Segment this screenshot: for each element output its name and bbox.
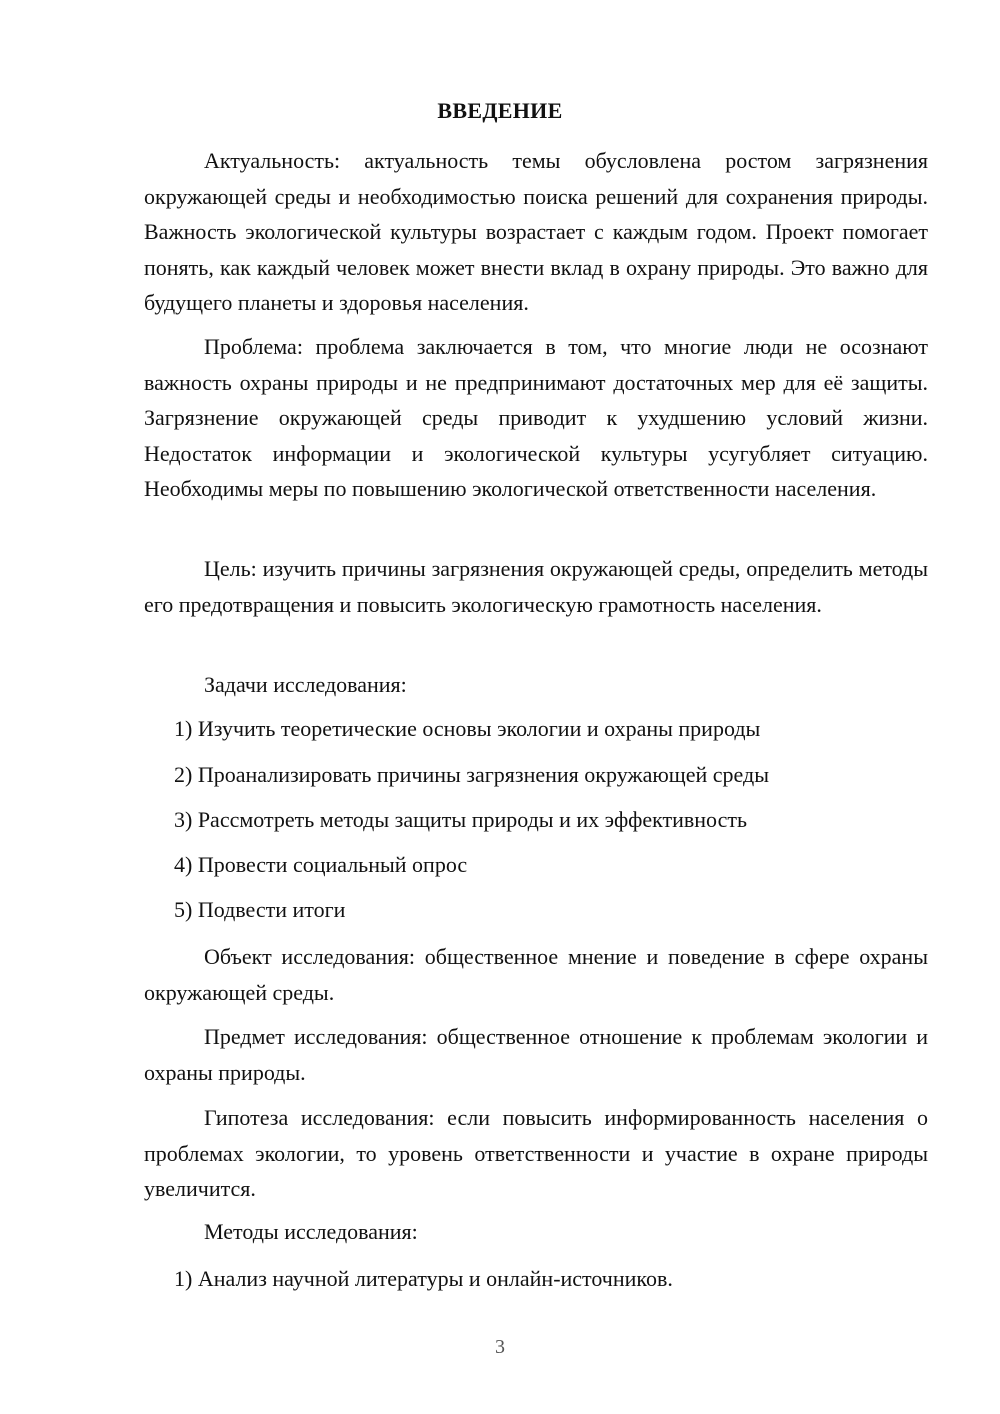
section-title: ВВЕДЕНИЕ [437, 98, 563, 123]
task-item: 2) Проанализировать причины загрязнения окружающей среды [174, 762, 769, 787]
paragraph-goal: Цель: изучить причины загрязнения окружающей среды, определить методы его предотвращения и повысить экологическую грамотность населения. [144, 556, 928, 617]
task-item: 4) Провести социальный опрос [174, 852, 468, 877]
paragraph-hypothesis: Гипотеза исследования: если повысить информированность населения о проблемах экологии, то уровень ответственности и участие в охране природы увеличится. [144, 1105, 928, 1202]
paragraph-problem: Проблема: проблема заключается в том, что многие люди не осознают важность охраны природы и не предпринимают достаточных мер для её защиты. Загрязнение окружающей среды приводит к ухудшению условий жизни. Недостаток информации и экологической культуры усугубляет ситуацию. Необходимы меры по повышению экологической ответственности населения. [144, 334, 928, 502]
paragraph-relevance: Актуальность: актуальность темы обусловлена ростом загрязнения окружающей среды и необходимостью поиска решений для сохранения природы. Важность экологической культуры возрастает с каждым годом. Проект помогает понять, как каждый человек может внести вклад в охрану природы. Это важно для будущего планеты и здоровья населения. [144, 148, 928, 316]
method-item: 1) Анализ научной литературы и онлайн-источников. [174, 1266, 673, 1291]
task-item: 1) Изучить теоретические основы экологии и охраны природы [174, 716, 761, 741]
page-number: 3 [495, 1336, 505, 1358]
task-item: 3) Рассмотреть методы защиты природы и их эффективность [174, 807, 747, 832]
task-item: 5) Подвести итоги [174, 897, 346, 922]
paragraph-tasks-heading: Задачи исследования: [204, 672, 407, 697]
paragraph-methods-heading: Методы исследования: [204, 1219, 418, 1244]
paragraph-object: Объект исследования: общественное мнение и поведение в сфере охраны окружающей среды. [144, 944, 928, 1005]
paragraph-subject: Предмет исследования: общественное отношение к проблемам экологии и охраны природы. [144, 1024, 928, 1085]
